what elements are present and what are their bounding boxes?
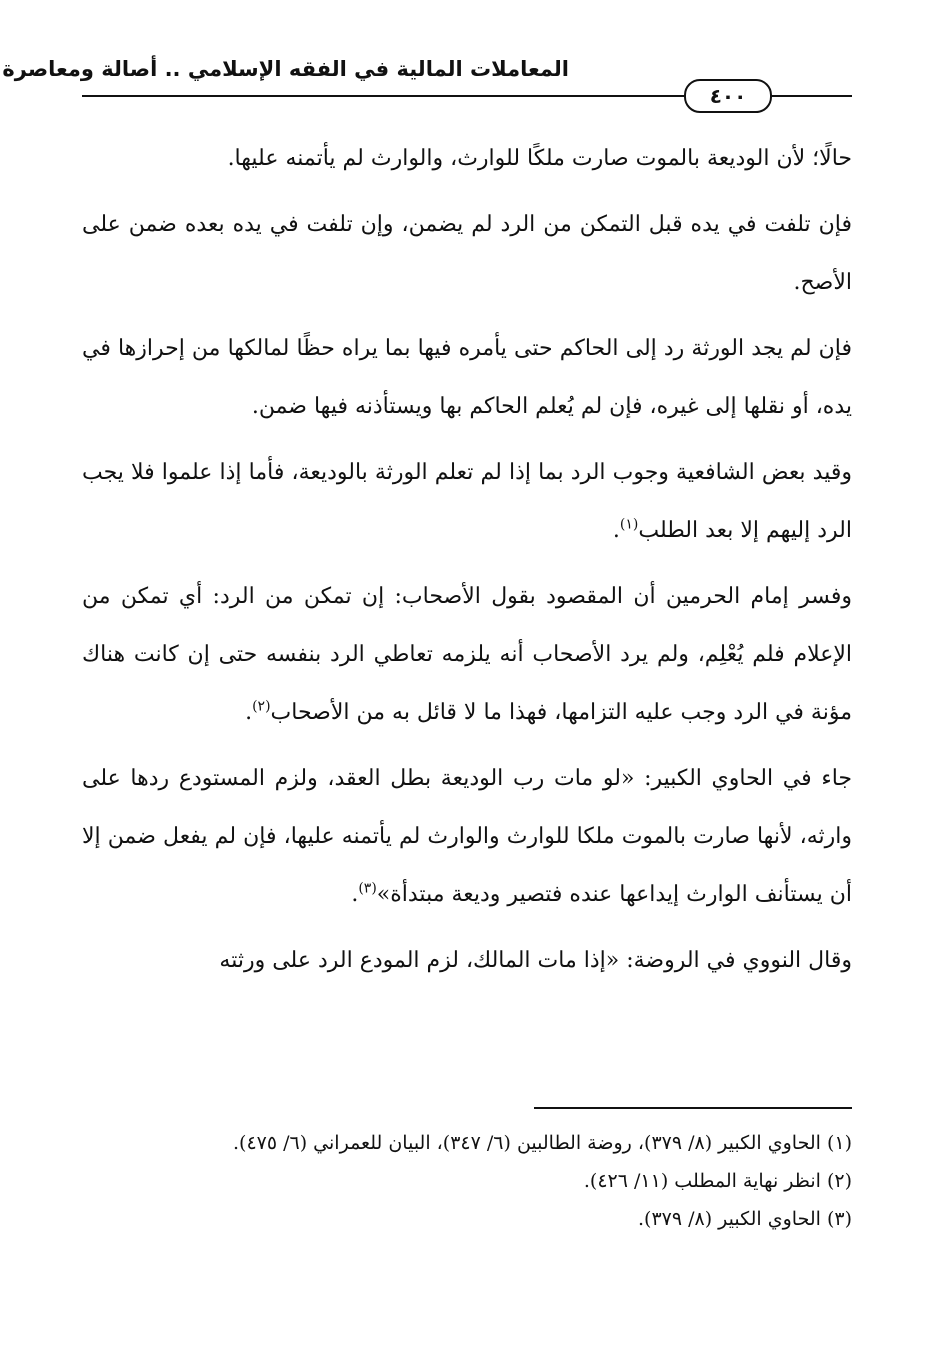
paragraph-end-mark: .	[612, 518, 620, 543]
paragraph-text: فإن تلفت في يده قبل التمكن من الرد لم يضمن، وإن تلفت في يده بعده ضمن على الأصح.	[82, 212, 852, 295]
footnote-item: (٢) انظر نهاية المطلب (١١/ ٤٢٦).	[583, 1170, 852, 1192]
running-header-title: المعاملات المالية في الفقه الإسلامي .. أصالة ومعاصرة	[2, 57, 569, 81]
body-text	[82, 130, 852, 990]
paragraph	[82, 444, 852, 560]
paragraph-text: وفسر إمام الحرمين أن المقصود بقول الأصحاب: إن تمكن من الرد: أي تمكن من الإعلام فلم يُعْلِم، ولم يرد الأصحاب أنه يلزمه تعاطي الرد بنفسه حتى إن كانت هناك مؤنة في الرد وجب عليه التزامها، فهذا ما لا قائل به من الأصحاب	[82, 584, 852, 725]
paragraph-text: حالًا؛ لأن الوديعة بالموت صارت ملكًا للوارث، والوارث لم يأتمنه عليها.	[227, 146, 852, 171]
footnote-reference[interactable]: (٣)	[358, 880, 377, 897]
paragraph-end-mark: .	[351, 882, 359, 907]
paragraph-text: فإن لم يجد الورثة رد إلى الحاكم حتى يأمره فيها بما يراه حظًا لمالكها من إحرازها في يده، أو نقلها إلى غيره، فإن لم يُعلم الحاكم بها ويستأذنه فيها ضمن.	[82, 336, 852, 419]
footnote-item: (١) الحاوي الكبير (٨/ ٣٧٩)، روضة الطالبين (٦/ ٣٤٧)، البيان للعمراني (٦/ ٤٧٥).	[232, 1132, 852, 1154]
page-number-badge: ٤٠٠	[684, 79, 772, 113]
paragraph	[82, 568, 852, 742]
paragraph	[82, 130, 852, 188]
paragraph-end-mark: .	[245, 700, 253, 725]
paragraph	[82, 196, 852, 312]
footnote-reference[interactable]: (١)	[619, 516, 639, 533]
footnote-separator	[534, 1107, 852, 1109]
paragraph	[82, 320, 852, 436]
paragraph-text: جاء في الحاوي الكبير: «لو مات رب الوديعة بطل العقد، ولزم المستودع ردها على وارثه، لأنها صارت بالموت ملكا للوارث والوارث لم يأتمنه عليها، فإن لم يفعل ضمن إلا أن يستأنف الوارث إيداعها عنده فتصير وديعة مبتدأة»	[82, 766, 852, 907]
paragraph	[82, 932, 852, 990]
paragraph-text: وقيد بعض الشافعية وجوب الرد بما إذا لم تعلم الورثة بالوديعة، فأما إذا علموا فلا يجب الرد إليهم إلا بعد الطلب	[82, 460, 852, 543]
footnote-item: (٣) الحاوي الكبير (٨/ ٣٧٩).	[637, 1208, 852, 1230]
paragraph-text: وقال النووي في الروضة: «إذا مات المالك، لزم المودع الرد على ورثته	[219, 948, 852, 973]
footnote-reference[interactable]: (٢)	[252, 698, 271, 715]
paragraph	[82, 750, 852, 924]
footnotes	[92, 1124, 852, 1238]
